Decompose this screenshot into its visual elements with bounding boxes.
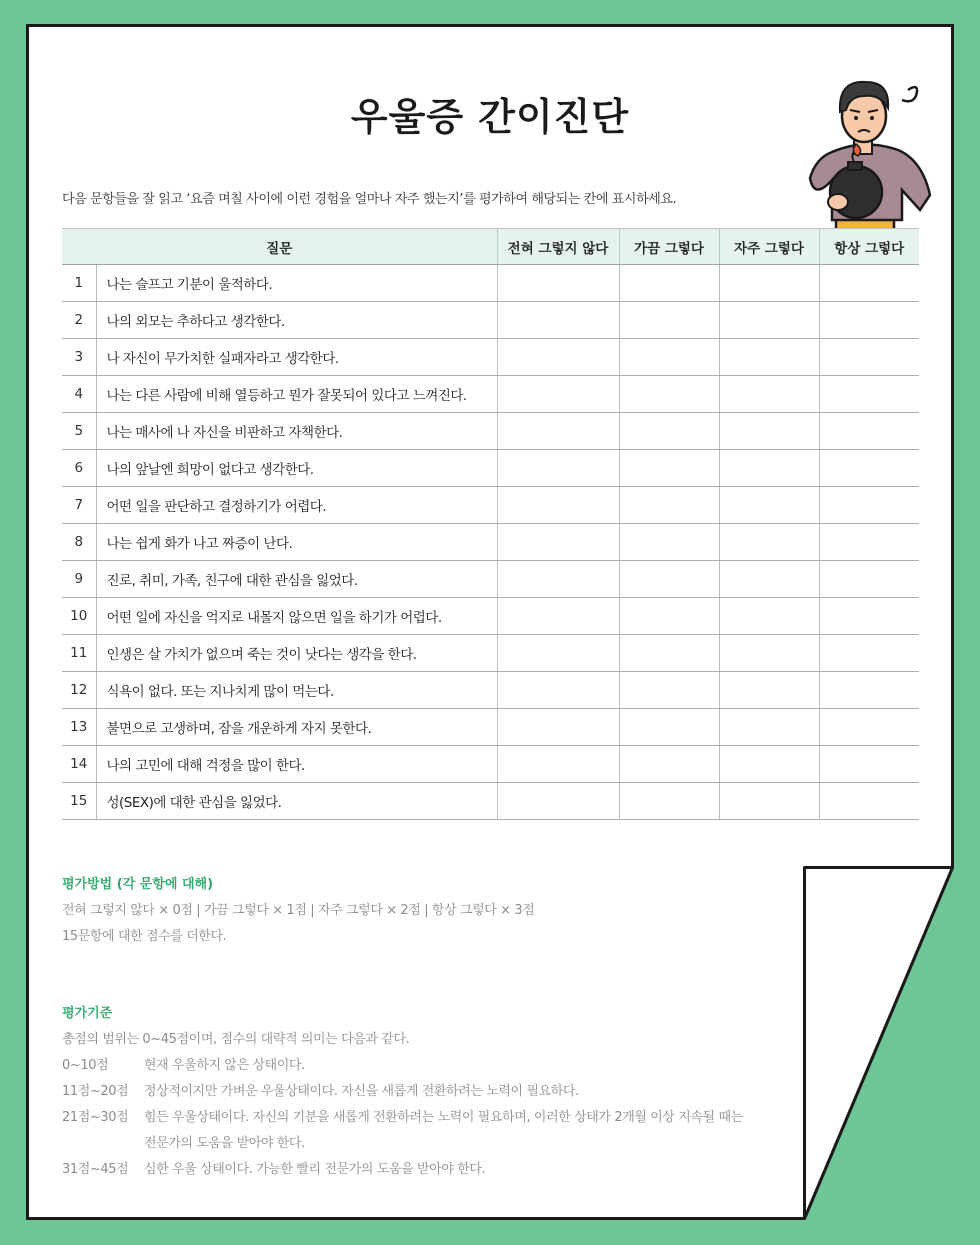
answer-cell-often[interactable] — [719, 524, 819, 561]
criteria-row — [62, 1158, 485, 1177]
answer-cell-sometimes[interactable] — [619, 265, 719, 302]
criteria-range: 11점~20점 — [62, 1084, 129, 1099]
question-text: 성(SEX)에 대한 관심을 잃었다. — [96, 783, 497, 820]
criteria-description: 심한 우울 상태이다. 가능한 빨리 전문가의 도움을 받아야 한다. — [144, 1162, 486, 1177]
question-text: 나는 쉽게 화가 나고 짜증이 난다. — [96, 524, 497, 561]
method-sum-note: 15문항에 대한 점수를 더한다. — [62, 929, 227, 944]
answer-cell-often[interactable] — [719, 487, 819, 524]
criteria-range: 31점~45점 — [62, 1162, 129, 1177]
answer-cell-never[interactable] — [497, 339, 619, 376]
question-number: 2 — [62, 302, 96, 339]
answer-cell-often[interactable] — [719, 413, 819, 450]
question-number: 11 — [62, 635, 96, 672]
table-row — [62, 450, 919, 487]
column-header-question: 질문 — [62, 229, 497, 265]
answer-cell-always[interactable] — [819, 635, 919, 672]
table-row — [62, 672, 919, 709]
answer-cell-sometimes[interactable] — [619, 339, 719, 376]
answer-cell-sometimes[interactable] — [619, 709, 719, 746]
answer-cell-never[interactable] — [497, 746, 619, 783]
answer-cell-often[interactable] — [719, 265, 819, 302]
answer-cell-sometimes[interactable] — [619, 302, 719, 339]
table-row — [62, 413, 919, 450]
answer-cell-never[interactable] — [497, 561, 619, 598]
answer-cell-often[interactable] — [719, 746, 819, 783]
answer-cell-sometimes[interactable] — [619, 450, 719, 487]
question-number: 4 — [62, 376, 96, 413]
question-number: 9 — [62, 561, 96, 598]
criteria-description: 힘든 우울상태이다. 자신의 기분을 새롭게 전환하려는 노력이 필요하며, 이러한 상태가 2개월 이상 지속될 때는 — [144, 1110, 743, 1125]
question-number: 6 — [62, 450, 96, 487]
question-text: 식욕이 없다. 또는 지나치게 많이 먹는다. — [96, 672, 497, 709]
criteria-description: 현재 우울하지 않은 상태이다. — [144, 1058, 305, 1073]
answer-cell-always[interactable] — [819, 709, 919, 746]
question-number: 10 — [62, 598, 96, 635]
question-text: 나는 다른 사람에 비해 열등하고 뭔가 잘못되어 있다고 느껴진다. — [96, 376, 497, 413]
answer-cell-never[interactable] — [497, 450, 619, 487]
criteria-intro: 총점의 범위는 0~45점이며, 점수의 대략적 의미는 다음과 같다. — [62, 1032, 410, 1047]
criteria-row — [62, 1054, 305, 1073]
answer-cell-never[interactable] — [497, 376, 619, 413]
worried-man-illustration — [802, 60, 942, 250]
criteria-range: 0~10점 — [62, 1058, 109, 1073]
answer-cell-often[interactable] — [719, 635, 819, 672]
question-text: 나의 고민에 대해 걱정을 많이 한다. — [96, 746, 497, 783]
criteria-description-continued: 전문가의 도움을 받아야 한다. — [144, 1136, 305, 1151]
question-text: 나 자신이 무가치한 실패자라고 생각한다. — [96, 339, 497, 376]
answer-cell-sometimes[interactable] — [619, 376, 719, 413]
answer-cell-always[interactable] — [819, 339, 919, 376]
answer-cell-sometimes[interactable] — [619, 672, 719, 709]
answer-cell-never[interactable] — [497, 672, 619, 709]
question-text: 어떤 일에 자신을 억지로 내몰지 않으면 일을 하기가 어렵다. — [96, 598, 497, 635]
method-scoring: 전혀 그렇지 않다 × 0점 | 가끔 그렇다 × 1점 | 자주 그렇다 × 2점 | 항상 그렇다 × 3점 — [62, 903, 535, 918]
answer-cell-often[interactable] — [719, 376, 819, 413]
table-row — [62, 487, 919, 524]
answer-cell-never[interactable] — [497, 302, 619, 339]
worksheet — [26, 24, 954, 1220]
table-row — [62, 783, 919, 820]
answer-cell-sometimes[interactable] — [619, 524, 719, 561]
answer-cell-never[interactable] — [497, 265, 619, 302]
question-number: 7 — [62, 487, 96, 524]
survey-table — [62, 228, 919, 820]
table-row — [62, 339, 919, 376]
table-row — [62, 709, 919, 746]
answer-cell-often[interactable] — [719, 561, 819, 598]
answer-cell-sometimes[interactable] — [619, 598, 719, 635]
table-row — [62, 598, 919, 635]
question-number: 1 — [62, 265, 96, 302]
criteria-description: 정상적이지만 가벼운 우울상태이다. 자신을 새롭게 전환하려는 노력이 필요하다. — [144, 1084, 579, 1099]
table-row — [62, 746, 919, 783]
question-text: 나의 앞날엔 희망이 없다고 생각한다. — [96, 450, 497, 487]
answer-cell-sometimes[interactable] — [619, 635, 719, 672]
answer-cell-always[interactable] — [819, 302, 919, 339]
answer-cell-always[interactable] — [819, 672, 919, 709]
table-row — [62, 635, 919, 672]
answer-cell-often[interactable] — [719, 450, 819, 487]
answer-cell-sometimes[interactable] — [619, 561, 719, 598]
answer-cell-always[interactable] — [819, 450, 919, 487]
criteria-row — [62, 1080, 579, 1099]
instruction-text: 다음 문항들을 잘 읽고 ‘요즘 며칠 사이에 이런 경험을 얼마나 자주 했는지’를 평가하여 해당되는 칸에 표시하세요. — [62, 192, 677, 207]
answer-cell-sometimes[interactable] — [619, 413, 719, 450]
criteria-range: 21점~30점 — [62, 1110, 129, 1125]
answer-cell-sometimes[interactable] — [619, 746, 719, 783]
answer-cell-sometimes[interactable] — [619, 783, 719, 820]
table-row — [62, 376, 919, 413]
question-number: 14 — [62, 746, 96, 783]
answer-cell-always[interactable] — [819, 487, 919, 524]
question-text: 어떤 일을 판단하고 결정하기가 어렵다. — [96, 487, 497, 524]
answer-cell-often[interactable] — [719, 598, 819, 635]
answer-cell-always[interactable] — [819, 524, 919, 561]
question-text: 불면으로 고생하며, 잠을 개운하게 자지 못한다. — [96, 709, 497, 746]
table-row — [62, 524, 919, 561]
column-header-often: 자주 그렇다 — [719, 229, 819, 265]
answer-cell-often[interactable] — [719, 302, 819, 339]
criteria-title: 평가기준 — [62, 1006, 113, 1021]
answer-cell-never[interactable] — [497, 598, 619, 635]
answer-cell-never[interactable] — [497, 487, 619, 524]
question-number: 13 — [62, 709, 96, 746]
column-header-sometimes: 가끔 그렇다 — [619, 229, 719, 265]
question-number: 8 — [62, 524, 96, 561]
answer-cell-never[interactable] — [497, 413, 619, 450]
answer-cell-never[interactable] — [497, 524, 619, 561]
criteria-row — [62, 1106, 743, 1125]
answer-cell-never[interactable] — [497, 709, 619, 746]
question-text: 인생은 살 가치가 없으며 죽는 것이 낫다는 생각을 한다. — [96, 635, 497, 672]
table-row — [62, 265, 919, 302]
answer-cell-often[interactable] — [719, 672, 819, 709]
column-header-always: 항상 그렇다 — [819, 229, 919, 265]
answer-cell-always[interactable] — [819, 413, 919, 450]
method-title: 평가방법 (각 문항에 대해) — [62, 877, 214, 892]
table-row — [62, 302, 919, 339]
answer-cell-often[interactable] — [719, 783, 819, 820]
question-number: 3 — [62, 339, 96, 376]
column-header-never: 전혀 그렇지 않다 — [497, 229, 619, 265]
table-row — [62, 561, 919, 598]
answer-cell-always[interactable] — [819, 598, 919, 635]
answer-cell-often[interactable] — [719, 339, 819, 376]
question-number: 5 — [62, 413, 96, 450]
answer-cell-never[interactable] — [497, 635, 619, 672]
answer-cell-always[interactable] — [819, 376, 919, 413]
answer-cell-always[interactable] — [819, 561, 919, 598]
question-text: 나는 매사에 나 자신을 비판하고 자책한다. — [96, 413, 497, 450]
page-title: 우울증 간이진단 — [350, 95, 630, 139]
answer-cell-always[interactable] — [819, 783, 919, 820]
table-header-row — [62, 229, 919, 265]
answer-cell-always[interactable] — [819, 265, 919, 302]
answer-cell-sometimes[interactable] — [619, 487, 719, 524]
question-number: 15 — [62, 783, 96, 820]
question-text: 나의 외모는 추하다고 생각한다. — [96, 302, 497, 339]
question-number: 12 — [62, 672, 96, 709]
question-text: 진로, 취미, 가족, 친구에 대한 관심을 잃었다. — [96, 561, 497, 598]
question-text: 나는 슬프고 기분이 울적하다. — [96, 265, 497, 302]
answer-cell-never[interactable] — [497, 783, 619, 820]
answer-cell-often[interactable] — [719, 709, 819, 746]
answer-cell-always[interactable] — [819, 746, 919, 783]
